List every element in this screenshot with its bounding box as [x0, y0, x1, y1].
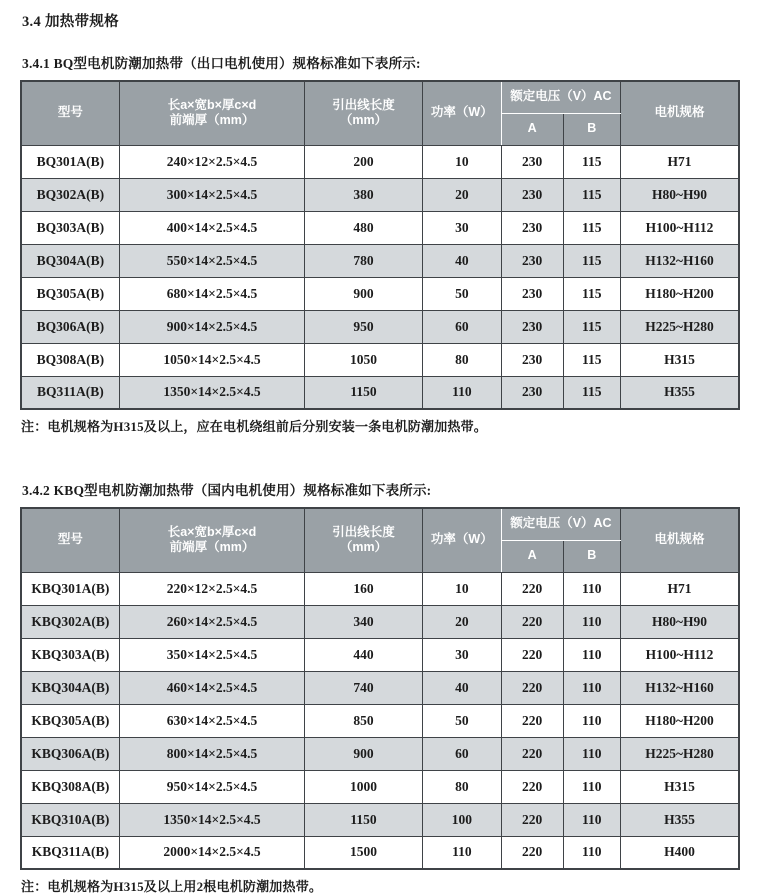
table-cell: 115	[563, 244, 620, 277]
col-header-power: 功率（W）	[422, 508, 501, 572]
table-cell: 115	[563, 178, 620, 211]
table-cell: KBQ303A(B)	[21, 638, 119, 671]
table-cell: 110	[563, 605, 620, 638]
table-cell: H355	[620, 376, 739, 409]
col-header-model: 型号	[21, 508, 119, 572]
table-row	[21, 836, 739, 869]
table-row	[21, 770, 739, 803]
table-row	[21, 277, 739, 310]
table-cell: H80~H90	[620, 178, 739, 211]
table-cell: H80~H90	[620, 605, 739, 638]
table-cell: 1150	[305, 376, 423, 409]
table-row	[21, 572, 739, 605]
table-cell: 115	[563, 277, 620, 310]
col-header-motor-spec: 电机规格	[620, 508, 739, 572]
table-cell: BQ303A(B)	[21, 211, 119, 244]
table-cell: 220	[501, 605, 563, 638]
table-cell: 110	[563, 704, 620, 737]
table-cell: 1000	[305, 770, 423, 803]
table-cell: 110	[563, 737, 620, 770]
table-cell: 100	[422, 803, 501, 836]
table1-note: 注：电机规格为H315及以上，应在电机绕组前后分别安装一条电机防潮加热带。	[21, 419, 488, 434]
table-cell: H400	[620, 836, 739, 869]
table-cell: 1050×14×2.5×4.5	[119, 343, 304, 376]
table-cell: 60	[422, 310, 501, 343]
table-cell: 220	[501, 836, 563, 869]
table-cell: 110	[563, 671, 620, 704]
col-header-dimensions	[119, 81, 304, 145]
col-header-lead-length-line1: 引出线长度	[332, 97, 395, 112]
table-cell: 115	[563, 376, 620, 409]
table-cell: 300×14×2.5×4.5	[119, 178, 304, 211]
table-cell: 440	[305, 638, 423, 671]
col-header-dimensions-line2: 前端厚（mm）	[169, 540, 255, 555]
table-cell: 1500	[305, 836, 423, 869]
table-row	[21, 145, 739, 178]
table-cell: KBQ310A(B)	[21, 803, 119, 836]
table-cell: 30	[422, 211, 501, 244]
table-cell: 200	[305, 145, 423, 178]
table-cell: BQ311A(B)	[21, 376, 119, 409]
table-cell: 110	[563, 836, 620, 869]
table-cell: KBQ305A(B)	[21, 704, 119, 737]
table-cell: 780	[305, 244, 423, 277]
table-cell: 115	[563, 145, 620, 178]
table-cell: 220	[501, 803, 563, 836]
table-cell: 220×12×2.5×4.5	[119, 572, 304, 605]
table-row	[21, 343, 739, 376]
col-header-rated-voltage: 额定电压（V）AC	[501, 508, 620, 540]
table-cell: H225~H280	[620, 737, 739, 770]
table-cell: 350×14×2.5×4.5	[119, 638, 304, 671]
table-cell: 230	[501, 277, 563, 310]
col-header-dimensions-line1: 长a×宽b×厚c×d	[167, 97, 257, 112]
table-cell: 30	[422, 638, 501, 671]
table-cell: KBQ301A(B)	[21, 572, 119, 605]
table-cell: 240×12×2.5×4.5	[119, 145, 304, 178]
table-cell: 110	[563, 572, 620, 605]
table-cell: 230	[501, 310, 563, 343]
spec-table-bq	[20, 80, 740, 410]
table-body	[21, 145, 739, 409]
table-cell: 80	[422, 343, 501, 376]
table-cell: 220	[501, 638, 563, 671]
table-cell: H71	[620, 145, 739, 178]
table-cell: 115	[563, 343, 620, 376]
table-cell: 115	[563, 211, 620, 244]
table-cell: 230	[501, 211, 563, 244]
table-cell: 1050	[305, 343, 423, 376]
col-header-dimensions	[119, 508, 304, 572]
table-cell: 680×14×2.5×4.5	[119, 277, 304, 310]
table-cell: 10	[422, 145, 501, 178]
table-cell: 480	[305, 211, 423, 244]
table-cell: 220	[501, 671, 563, 704]
table-row	[21, 605, 739, 638]
table-cell: 80	[422, 770, 501, 803]
table-cell: 110	[563, 770, 620, 803]
table-cell: H132~H160	[620, 671, 739, 704]
table-cell: BQ304A(B)	[21, 244, 119, 277]
table-row	[21, 671, 739, 704]
table-row	[21, 638, 739, 671]
table-cell: 160	[305, 572, 423, 605]
table-cell: 230	[501, 244, 563, 277]
table-cell: 230	[501, 145, 563, 178]
col-header-voltage-a: A	[501, 540, 563, 572]
table-cell: 110	[422, 836, 501, 869]
table-row	[21, 737, 739, 770]
table-cell: 1350×14×2.5×4.5	[119, 803, 304, 836]
table-cell: KBQ306A(B)	[21, 737, 119, 770]
table-cell: KBQ304A(B)	[21, 671, 119, 704]
table-cell: H225~H280	[620, 310, 739, 343]
table-cell: 950×14×2.5×4.5	[119, 770, 304, 803]
spec-section-bq	[20, 52, 740, 435]
table-cell: 40	[422, 671, 501, 704]
table-cell: 220	[501, 704, 563, 737]
table-cell: KBQ311A(B)	[21, 836, 119, 869]
table-cell: 230	[501, 178, 563, 211]
table-cell: 50	[422, 704, 501, 737]
table-cell: 400×14×2.5×4.5	[119, 211, 304, 244]
table2-caption: 3.4.2 KBQ型电机防潮加热带（国内电机使用）规格标准如下表所示:	[22, 483, 432, 498]
table-cell: KBQ308A(B)	[21, 770, 119, 803]
table-cell: H180~H200	[620, 277, 739, 310]
table-cell: 460×14×2.5×4.5	[119, 671, 304, 704]
table-row	[21, 803, 739, 836]
table-cell: H71	[620, 572, 739, 605]
table-row	[21, 244, 739, 277]
table-cell: 220	[501, 737, 563, 770]
table-cell: 10	[422, 572, 501, 605]
table-row	[21, 704, 739, 737]
table-cell: BQ308A(B)	[21, 343, 119, 376]
table-cell: 900×14×2.5×4.5	[119, 310, 304, 343]
spec-section-kbq	[20, 479, 740, 895]
col-header-motor-spec: 电机规格	[620, 81, 739, 145]
table-cell: H132~H160	[620, 244, 739, 277]
col-header-lead-length	[305, 81, 423, 145]
table-cell: 850	[305, 704, 423, 737]
table-body	[21, 572, 739, 869]
table-cell: 1150	[305, 803, 423, 836]
col-header-power: 功率（W）	[422, 81, 501, 145]
spec-table-kbq	[20, 507, 740, 870]
table-cell: H100~H112	[620, 638, 739, 671]
table-cell: 20	[422, 178, 501, 211]
table-cell: 950	[305, 310, 423, 343]
col-header-model: 型号	[21, 81, 119, 145]
table-cell: 550×14×2.5×4.5	[119, 244, 304, 277]
col-header-lead-length-line2: （mm）	[339, 113, 388, 128]
table-cell: KBQ302A(B)	[21, 605, 119, 638]
table-cell: H315	[620, 770, 739, 803]
table-row	[21, 178, 739, 211]
col-header-dimensions-line2: 前端厚（mm）	[169, 113, 255, 128]
table-cell: 50	[422, 277, 501, 310]
section-title: 3.4 加热带规格	[22, 14, 119, 30]
table-cell: 110	[563, 638, 620, 671]
col-header-voltage-b: B	[563, 540, 620, 572]
table-cell: 630×14×2.5×4.5	[119, 704, 304, 737]
table2-note: 注：电机规格为H315及以上用2根电机防潮加热带。	[21, 879, 323, 894]
table-cell: 230	[501, 343, 563, 376]
table-cell: 40	[422, 244, 501, 277]
table-cell: 260×14×2.5×4.5	[119, 605, 304, 638]
table-cell: BQ306A(B)	[21, 310, 119, 343]
table-row	[21, 211, 739, 244]
table-cell: 115	[563, 310, 620, 343]
table-cell: H180~H200	[620, 704, 739, 737]
table-cell: 60	[422, 737, 501, 770]
table-cell: 800×14×2.5×4.5	[119, 737, 304, 770]
table-cell: 2000×14×2.5×4.5	[119, 836, 304, 869]
col-header-lead-length-line2: （mm）	[339, 540, 388, 555]
table-cell: 110	[563, 803, 620, 836]
table-cell: 1350×14×2.5×4.5	[119, 376, 304, 409]
col-header-voltage-a: A	[501, 113, 563, 145]
table-cell: 220	[501, 770, 563, 803]
table-cell: BQ302A(B)	[21, 178, 119, 211]
col-header-lead-length	[305, 508, 423, 572]
table-cell: H355	[620, 803, 739, 836]
table-cell: 20	[422, 605, 501, 638]
table-cell: 900	[305, 277, 423, 310]
col-header-voltage-b: B	[563, 113, 620, 145]
table-row	[21, 376, 739, 409]
col-header-dimensions-line1: 长a×宽b×厚c×d	[167, 524, 257, 539]
table-row	[21, 310, 739, 343]
table-cell: 110	[422, 376, 501, 409]
col-header-rated-voltage: 额定电压（V）AC	[501, 81, 620, 113]
table-cell: 340	[305, 605, 423, 638]
table1-caption: 3.4.1 BQ型电机防潮加热带（出口电机使用）规格标准如下表所示:	[22, 56, 421, 71]
table-cell: H100~H112	[620, 211, 739, 244]
table-cell: H315	[620, 343, 739, 376]
table-cell: BQ305A(B)	[21, 277, 119, 310]
table-cell: 900	[305, 737, 423, 770]
table-cell: 230	[501, 376, 563, 409]
table-cell: BQ301A(B)	[21, 145, 119, 178]
table-cell: 740	[305, 671, 423, 704]
table-cell: 220	[501, 572, 563, 605]
col-header-lead-length-line1: 引出线长度	[332, 524, 395, 539]
table-cell: 380	[305, 178, 423, 211]
